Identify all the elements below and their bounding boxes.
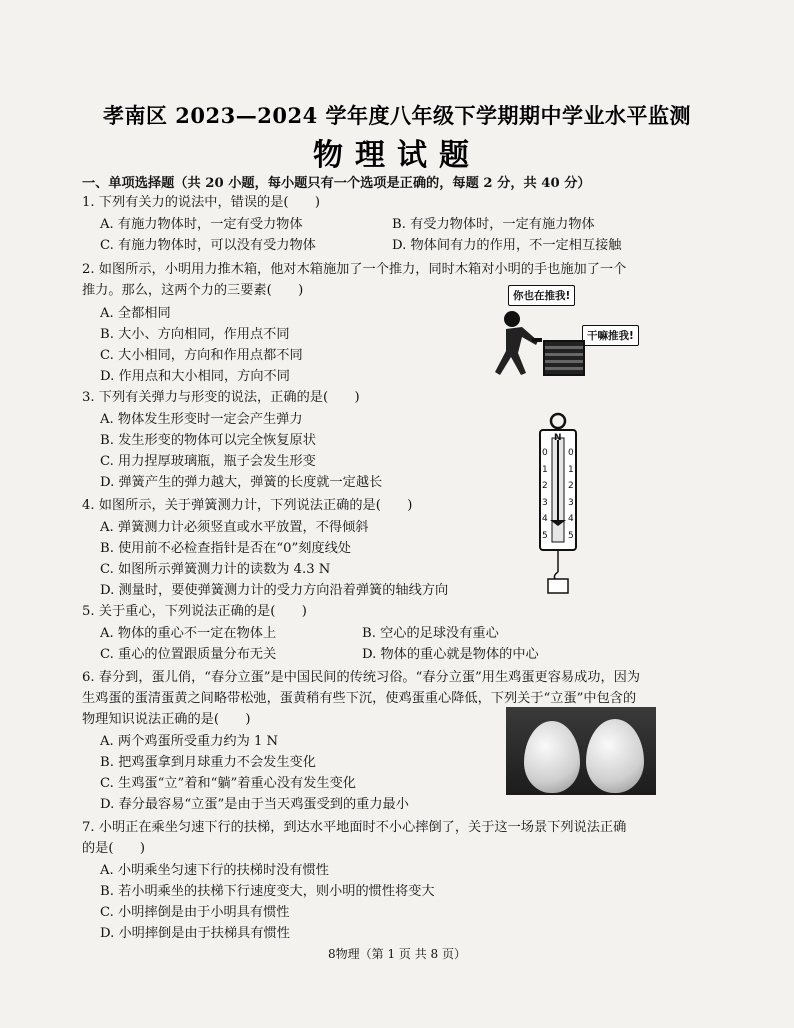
scale-tick: 2 <box>568 481 574 491</box>
q6-stem-line2: 生鸡蛋的蛋清蛋黄之间略带松弛，蛋黄稍有些下沉，使鸡蛋重心降低，下列关于“立蛋”中包含的 <box>82 691 637 706</box>
q2-speech-bubble-1: 你也在推我! <box>508 285 575 306</box>
q4-option-b: B. 使用前不必检查指针是否在“0”刻度线处 <box>100 541 351 556</box>
q6-egg-photo <box>506 707 656 795</box>
q6-stem-line1: 6. 春分到，蛋儿俏，“春分立蛋”是中国民间的传统习俗。“春分立蛋”用生鸡蛋更容易成功，因为 <box>82 670 641 685</box>
q6-option-a: A. 两个鸡蛋所受重力约为 1 N <box>100 734 279 749</box>
scale-unit-label: N <box>554 433 562 443</box>
q7-option-b: B. 若小明乘坐的扶梯下行速度变大，则小明的惯性将变大 <box>100 884 435 899</box>
q3-stem: 3. 下列有关弹力与形变的说法，正确的是( ) <box>82 390 360 405</box>
q1-option-c: C. 有施力物体时，可以没有受力物体 <box>100 238 316 253</box>
q4-option-d: D. 测量时，要使弹簧测力计的受力方向沿着弹簧的轴线方向 <box>100 583 449 598</box>
section-heading: 一、单项选择题（共 20 小题，每小题只有一个选项是正确的，每题 2 分，共 40 分） <box>82 176 591 191</box>
boy-pushing-illustration <box>486 305 546 380</box>
q2-option-b: B. 大小、方向相同，作用点不同 <box>100 327 290 342</box>
q7-stem-line1: 7. 小明正在乘坐匀速下行的扶梯，到达水平地面时不小心摔倒了，关于这一场景下列说法正确 <box>82 820 627 835</box>
q6-option-b: B. 把鸡蛋拿到月球重力不会发生变化 <box>100 755 316 770</box>
exam-header-title: 孝南区 2023—2024 学年度八年级下学期期中学业水平监测 <box>102 103 691 128</box>
q4-stem: 4. 如图所示，关于弹簧测力计，下列说法正确的是( ) <box>82 498 413 513</box>
q5-stem: 5. 关于重心，下列说法正确的是( ) <box>82 604 307 619</box>
q7-stem-line2: 的是( ) <box>82 841 146 856</box>
q7-option-d: D. 小明摔倒是由于扶梯具有惯性 <box>100 926 290 941</box>
scale-tick: 1 <box>568 464 574 475</box>
q4-option-a: A. 弹簧测力计必须竖直或水平放置，不得倾斜 <box>100 520 369 535</box>
scale-tick: 3 <box>542 497 548 508</box>
q2-stem-line1: 2. 如图所示，小明用力推木箱，他对木箱施加了一个推力，同时木箱对小明的手也施加了一个 <box>82 262 627 277</box>
q5-option-a: A. 物体的重心不一定在物体上 <box>100 626 277 641</box>
q2-figure-push-box <box>486 285 646 380</box>
scale-tick: 4 <box>568 514 574 524</box>
q2-option-d: D. 作用点和大小相同，方向不同 <box>100 369 290 384</box>
q6-option-c: C. 生鸡蛋“立”着和“躺”着重心没有发生变化 <box>100 776 356 791</box>
q5-option-b: B. 空心的足球没有重心 <box>362 626 499 641</box>
scale-tick: 3 <box>568 497 574 508</box>
scale-tick: 1 <box>542 464 548 475</box>
scale-ticks-left <box>542 445 548 544</box>
q6-stem-line3: 物理知识说法正确的是( ) <box>82 712 251 727</box>
egg-image <box>524 721 580 793</box>
q7-option-a: A. 小明乘坐匀速下行的扶梯时没有惯性 <box>100 863 329 878</box>
scale-tick: 4 <box>542 514 548 524</box>
q1-option-a: A. 有施力物体时，一定有受力物体 <box>100 217 303 232</box>
scale-tick: 0 <box>542 448 548 458</box>
q3-option-d: D. 弹簧产生的弹力越大，弹簧的长度就一定越长 <box>100 475 383 490</box>
q1-option-b: B. 有受力物体时，一定有施力物体 <box>392 217 595 232</box>
scale-tick: 5 <box>568 530 574 541</box>
q2-option-c: C. 大小相同，方向和作用点都不同 <box>100 348 303 363</box>
page-footer: 8物理（第 1 页 共 8 页） <box>328 947 466 961</box>
q2-speech-bubble-2: 干嘛推我! <box>582 325 639 346</box>
q1-stem: 1. 下列有关力的说法中，错误的是( ) <box>82 195 321 210</box>
scale-ticks-right <box>568 445 574 544</box>
q6-option-d: D. 春分最容易“立蛋”是由于当天鸡蛋受到的重力最小 <box>100 797 409 812</box>
q1-option-d: D. 物体间有力的作用，不一定相互接触 <box>392 238 622 253</box>
q2-option-a: A. 全都相同 <box>100 306 171 321</box>
q2-stem-line2: 推力。那么，这两个力的三要素( ) <box>82 283 304 298</box>
q5-option-d: D. 物体的重心就是物体的中心 <box>362 647 539 662</box>
q5-option-c: C. 重心的位置跟质量分布无关 <box>100 647 277 662</box>
q3-option-c: C. 用力捏厚玻璃瓶，瓶子会发生形变 <box>100 454 316 469</box>
spring-scale-figure <box>528 412 588 597</box>
scale-tick: 0 <box>568 448 574 458</box>
scale-tick: 5 <box>542 530 548 541</box>
scale-tick: 2 <box>542 481 548 491</box>
q3-option-a: A. 物体发生形变时一定会产生弹力 <box>100 412 303 427</box>
q3-option-b: B. 发生形变的物体可以完全恢复原状 <box>100 433 316 448</box>
q4-option-c: C. 如图所示弹簧测力计的读数为 4.3 N <box>100 562 331 577</box>
q7-option-c: C. 小明摔倒是由于小明具有惯性 <box>100 905 290 920</box>
egg-image <box>586 719 644 793</box>
exam-subject-title: 物理试题 <box>313 138 481 173</box>
wooden-box <box>543 340 585 376</box>
